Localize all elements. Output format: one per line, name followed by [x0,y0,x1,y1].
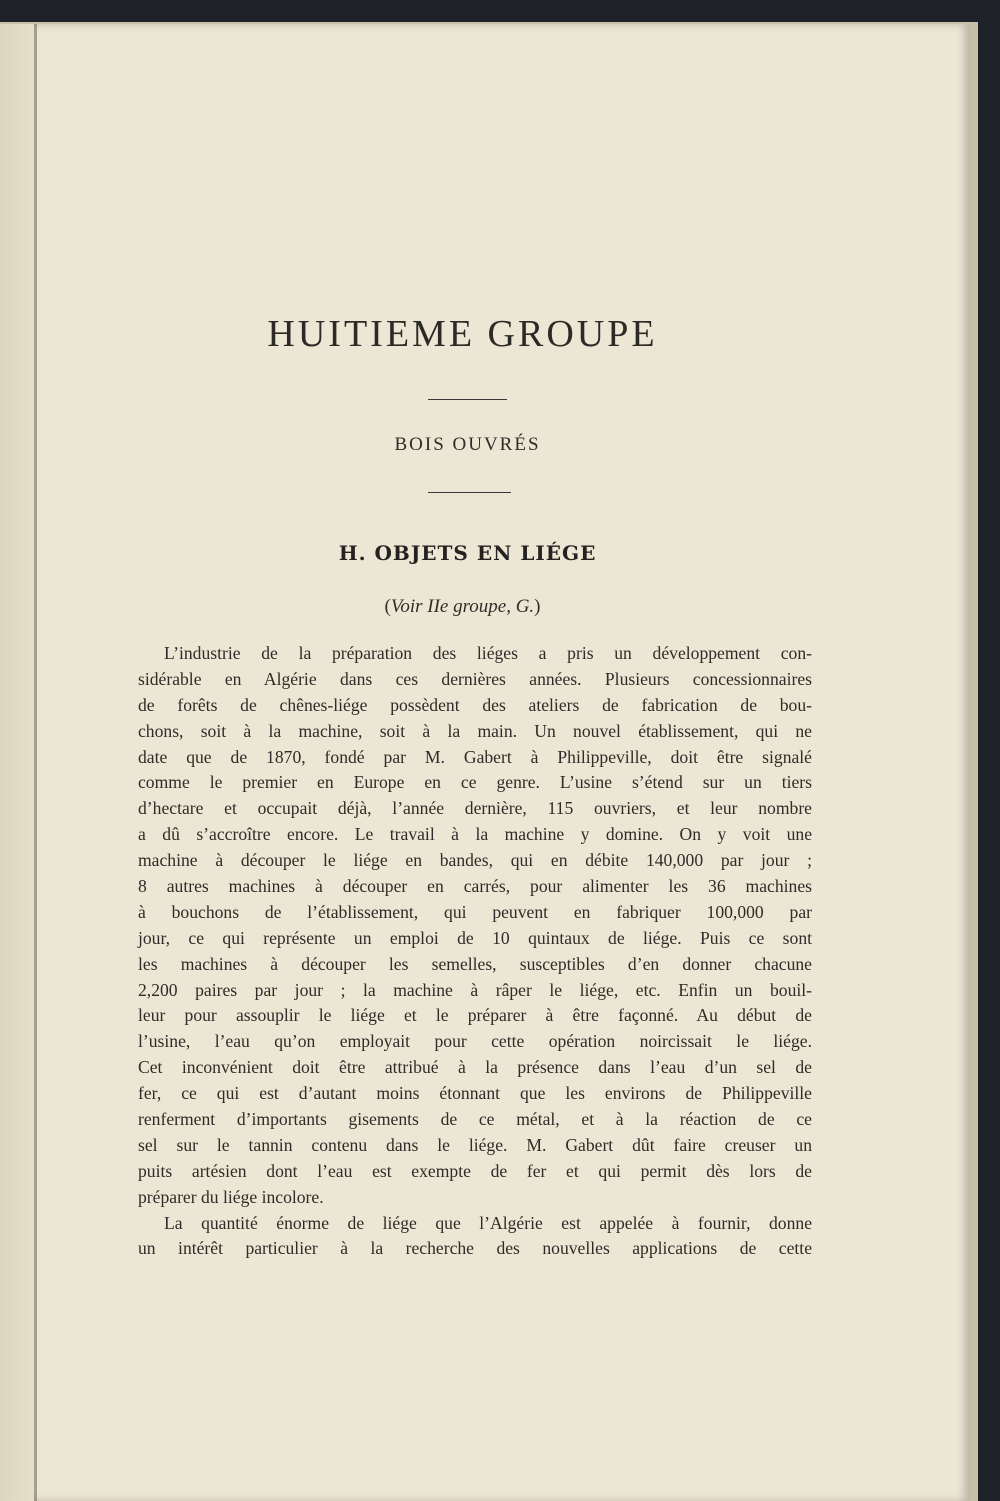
divider-rule-bottom [428,492,511,493]
text-line: renferment d’importants gisements de ce métal, et à la réaction de ce [138,1109,812,1130]
text-line: de forêts de chênes-liége possèdent des ateliers de fabrication de bou- [138,694,812,715]
facing-page-edge [0,24,34,1501]
group-title: HUITIEME GROUPE [267,313,658,355]
text-line: La quantité énorme de liége que l’Algérie est appelée à fournir, donne [164,1212,812,1233]
text-line: préparer du liége incolore. [138,1186,324,1207]
text-line: 8 autres machines à découper en carrés, pour alimenter les 36 machines [138,876,812,897]
text-line: 2,200 paires par jour ; la machine à râper le liége, etc. Enfin un bouil- [138,979,812,1000]
text-line: Cet inconvénient doit être attribué à la présence dans l’eau d’un sel de [138,1057,812,1078]
text-line: sidérable en Algérie dans ces dernières années. Plusieurs concessionnaires [138,668,812,689]
text-line: fer, ce qui est d’autant moins étonnant que les environs de Philippeville [138,1083,812,1104]
text-line: sel sur le tannin contenu dans le liége. M. Gabert dût faire creuser un [138,1134,812,1155]
cross-reference [0,596,925,618]
section-title: H. OBJETS EN LIÉGE [338,541,597,565]
text-line: comme le premier en Europe en ce genre. L’usine s’étend sur un tiers [138,772,812,793]
text-line: un intérêt particulier à la recherche des nouvelles applications de cette [138,1238,812,1259]
text-line: l’usine, l’eau qu’on employait pour cette opération noircissait le liége. [138,1031,812,1052]
reference-open: ( [384,596,391,617]
text-line: a dû s’accroître encore. Le travail à la machine y domine. On y voit une [138,824,812,845]
text-line: d’hectare et occupait déjà, l’année dernière, 115 ouvriers, et leur nombre [138,798,812,819]
reference-text: Voir IIe groupe, G. [390,596,535,617]
text-line: à bouchons de l’établissement, qui peuvent en fabriquer 100,000 par [138,901,812,922]
text-line: machine à découper le liége en bandes, qui en débite 140,000 par jour ; [138,850,812,871]
text-line: jour, ce qui représente un emploi de 10 quintaux de liége. Puis ce sont [138,927,812,948]
text-line: leur pour assouplir le liége et le préparer à être façonné. Au début de [138,1005,812,1026]
book-gutter [34,24,37,1501]
reference-close: ) [534,596,541,617]
text-line: L’industrie de la préparation des liéges a pris un développement con- [164,643,812,663]
text-line: chons, soit à la machine, soit à la main. Un nouvel établissement, qui ne [138,720,812,741]
text-line: puits artésien dont l’eau est exempte de fer et qui permit dès lors de [138,1160,812,1181]
body-text [138,641,812,1262]
divider-rule-top [428,399,507,400]
subtitle: BOIS OUVRÉS [394,434,541,455]
text-line: les machines à découper les semelles, susceptibles d’en donner chacune [138,953,812,974]
text-line: date que de 1870, fondé par M. Gabert à Philippeville, doit être signalé [138,746,812,767]
